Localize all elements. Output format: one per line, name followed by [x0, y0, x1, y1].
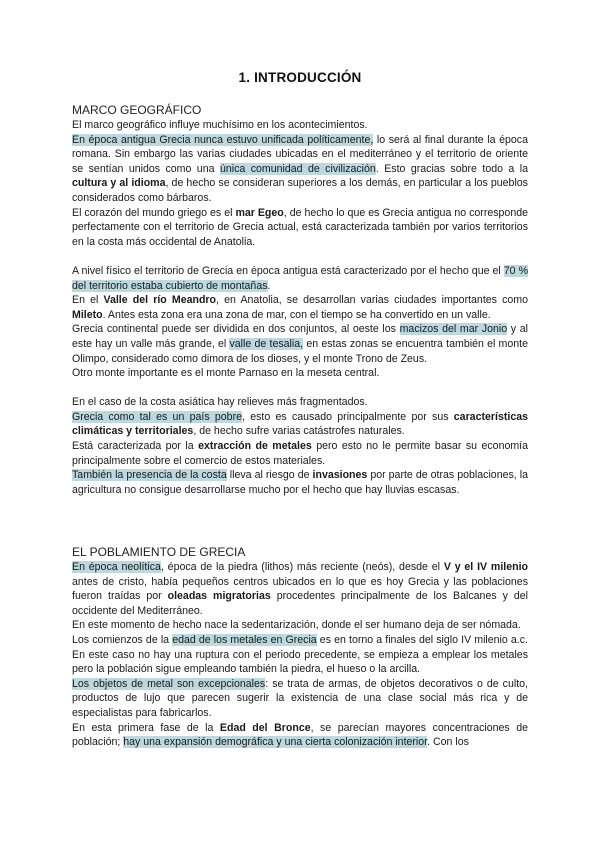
paragraph — [72, 322, 528, 366]
paragraph — [72, 395, 528, 410]
text-run: En el caso de la costa asiática hay relieves más fragmentados. — [72, 396, 368, 409]
paragraph — [72, 439, 528, 468]
text-run: , época de la piedra (lithos) más reciente (neós), desde el — [160, 561, 444, 573]
highlight: También la presencia de la costa — [72, 469, 227, 482]
text-run: Está caracterizada por la — [72, 440, 199, 453]
section-poblamiento — [72, 544, 528, 750]
bold-text: invasiones — [312, 469, 368, 482]
text-run: procedentes principalmente de los Balcanes y del occidente del Mediterráneo. — [72, 590, 528, 617]
text-run: . Antes esta zona era una zona de mar, con el tiempo se ha convertido en un valle. — [102, 308, 491, 321]
text-run: . — [267, 279, 271, 292]
paragraph — [72, 366, 528, 381]
bold-text: Valle del río Meandro — [103, 294, 217, 307]
text-run: , en Anatolia, se desarrollan varias ciudades importantes como — [216, 294, 529, 307]
paragraph — [72, 633, 528, 677]
highlight: única comunidad de civilización — [219, 162, 376, 175]
text-run: En este momento de hecho nace la sedentarización, donde el ser humano deja de ser nómada. — [72, 619, 521, 632]
text-run: Otro monte importante es el monte Parnaso en la meseta central. — [72, 367, 380, 380]
text-run: por parte de otras poblaciones, la agricultura no consigue desarrollarse mucho por el hecho que hay lluvias escasas. — [72, 469, 528, 496]
text-run: pero esto no le permite basar su economía principalmente sobre el comercio de estos materiales. — [72, 440, 529, 467]
paragraph — [72, 118, 528, 133]
paragraph — [72, 410, 528, 439]
text-run: lo será al final durante la época romana. Sin embargo las varias ciudades ubicadas en el mediterráneo y el territorio de oriente se sentían unidos como una — [72, 133, 528, 175]
bold-text: Mileto — [72, 308, 103, 321]
highlight: En época antigua Grecia nunca estuvo unificada políticamente, — [72, 133, 374, 146]
text-run: , de hecho sufre varias catástrofes naturales. — [193, 425, 405, 438]
paragraph — [72, 206, 528, 250]
paragraph — [72, 618, 528, 633]
bold-text: Edad del Bronce — [219, 721, 311, 734]
highlight: macizos del mar Jonio — [399, 323, 508, 336]
section-heading: MARCO GEOGRÁFICO — [72, 103, 202, 117]
text-run: , de hecho se consideran superiores a los demás, en particular a los pueblos considerados como bárbaros. — [72, 177, 528, 204]
text-run: en estas zonas se encuentra también el monte Olimpo, considerado como dimora de los dioses, y el monte Trono de Zeus. — [72, 337, 528, 365]
paragraph — [72, 677, 528, 721]
text-run: A nivel físico el territorio de Grecia en época antigua está caracterizado por el hecho que el — [72, 264, 504, 277]
highlight: hay una expansión demográfica y una cierta colonización interior — [123, 736, 428, 749]
paragraph — [72, 721, 528, 750]
highlight: En época neolítica — [72, 561, 161, 573]
paragraph — [72, 560, 528, 618]
text-run: . Esto gracias sobre todo a la — [375, 162, 529, 175]
text-run: y al este hay un valle más grande, el — [72, 323, 528, 350]
text-run: : se trata de armas, de objetos decorativos o de culto, productos de lujo que parecen sugerir la existencia de una clase social más rica y de especialistas para fabricarlos. — [72, 677, 528, 719]
highlight: Grecia como tal es un país pobre — [72, 410, 242, 423]
text-run: , esto es causado principalmente por sus — [242, 410, 454, 423]
section-heading: EL POBLAMIENTO DE GRECIA — [72, 545, 246, 559]
bold-text: V y el IV milenio — [443, 561, 528, 573]
bold-text: oleadas migratorias — [167, 590, 271, 603]
text-run: El marco geográfico influye muchísimo en los acontecimientos. — [72, 119, 368, 131]
text-run: En el — [72, 294, 104, 307]
text-run: Los comienzos de la — [72, 633, 173, 646]
text-run: . Con los — [427, 736, 469, 749]
text-run: , se parecían mayores concentraciones de población; — [72, 721, 528, 749]
bold-text: extracción de metales — [198, 440, 312, 453]
paragraph — [72, 468, 528, 497]
bold-text: características climáticas y territoriales — [72, 410, 528, 438]
bold-text: cultura y al idioma — [72, 177, 166, 190]
text-run: lleva al riesgo de — [226, 469, 313, 482]
section-marco-geografico — [72, 102, 528, 497]
bold-text: mar Egeo — [235, 206, 284, 219]
highlight: Los objetos de metal son excepcionales — [72, 677, 266, 690]
text-run: , de hecho lo que es Grecia antigua no corresponde perfectamente con el territorio de Grecia actual, está caracterizada también por varios territorios en la costa más occidental de Anatolia. — [72, 206, 528, 248]
text-run: El corazón del mundo griego es el — [72, 206, 236, 219]
highlight: edad de los metales en Grecia — [172, 633, 317, 646]
text-run: Grecia continental puede ser dividida en dos conjuntos, al oeste los — [72, 323, 400, 336]
paragraph — [72, 293, 528, 322]
paragraph — [72, 133, 528, 206]
highlight: valle de tesalia, — [229, 337, 304, 350]
text-run: En esta primera fase de la — [72, 721, 220, 734]
highlight: 70 % del territorio estaba cubierto de montañas — [72, 264, 528, 292]
paragraph — [72, 264, 528, 293]
text-run: es en torno a finales del siglo IV milenio a.c. En este caso no hay una ruptura con el periodo precedente, se empieza a emplear los metales pero la población sigue empleando también la piedra, el hueso o la arcilla. — [72, 633, 528, 676]
text-run: antes de cristo, había pequeños centros ubicados en lo que es hoy Grecia y las poblaciones fueron traídas por — [72, 575, 528, 603]
page-title: 1. INTRODUCCIÓN — [238, 70, 362, 85]
